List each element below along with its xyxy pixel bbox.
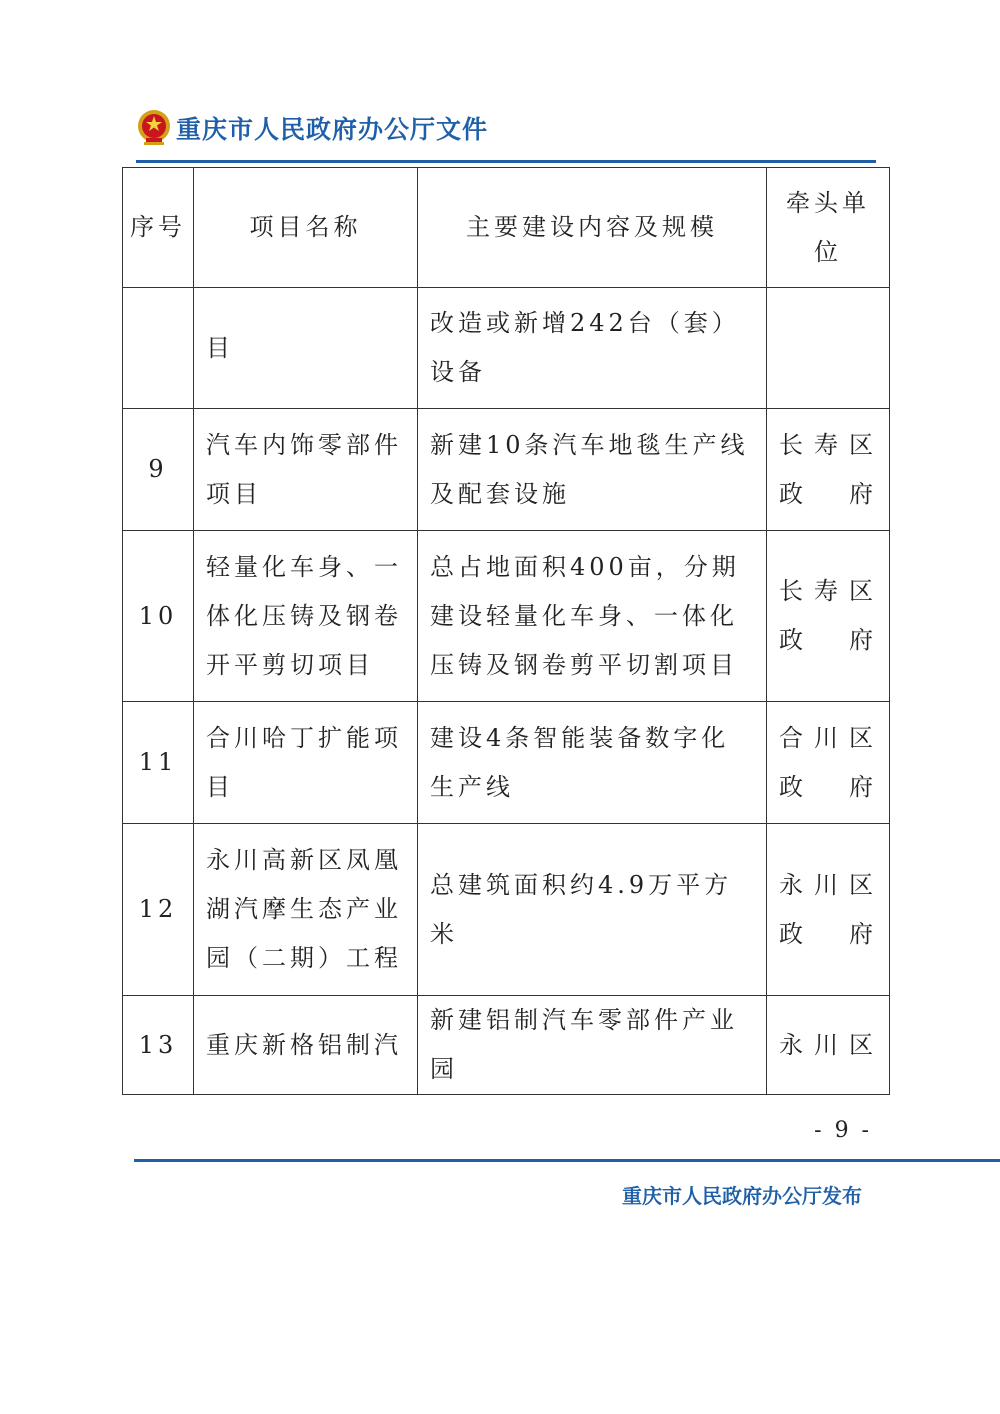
row-no: 11: [123, 702, 194, 824]
table-header-row: [123, 168, 890, 288]
row-unit: 长寿区政府: [767, 409, 890, 531]
row-no: 10: [123, 531, 194, 702]
header-no: 序号: [123, 168, 194, 288]
header-title: 重庆市人民政府办公厅文件: [176, 115, 489, 144]
row-no: 9: [123, 409, 194, 531]
row-name: 重庆新格铝制汽: [194, 996, 418, 1095]
row-no: 13: [123, 996, 194, 1095]
row-unit: [767, 288, 890, 409]
header-unit: 牵头单位: [767, 168, 890, 288]
table-row: [123, 531, 890, 702]
header-divider: [136, 160, 876, 163]
row-unit: 长寿区政府: [767, 531, 890, 702]
project-table: [122, 167, 890, 1095]
row-name: 合川哈丁扩能项目: [194, 702, 418, 824]
row-name: 轻量化车身、一体化压铸及钢卷开平剪切项目: [194, 531, 418, 702]
row-no: 12: [123, 824, 194, 996]
table-row: [123, 996, 890, 1095]
row-unit: 合川区政府: [767, 702, 890, 824]
footer-divider: [134, 1159, 1000, 1162]
page-number: - 9 -: [814, 1118, 872, 1143]
row-unit: 永川区: [767, 996, 890, 1095]
row-name: 目: [194, 288, 418, 409]
table-row: [123, 702, 890, 824]
national-emblem-icon: [136, 108, 172, 148]
row-content: 新建铝制汽车零部件产业园: [418, 996, 767, 1095]
document-header: [136, 108, 488, 148]
row-no: [123, 288, 194, 409]
row-content: 新建10条汽车地毯生产线及配套设施: [418, 409, 767, 531]
table-row: [123, 824, 890, 996]
row-name: 永川高新区凤凰湖汽摩生态产业园（二期）工程: [194, 824, 418, 996]
table-row: [123, 409, 890, 531]
row-content: 改造或新增242台（套）设备: [418, 288, 767, 409]
row-content: 总建筑面积约4.9万平方米: [418, 824, 767, 996]
table-row: [123, 288, 890, 409]
row-content: 建设4条智能装备数字化生产线: [418, 702, 767, 824]
row-name: 汽车内饰零部件项目: [194, 409, 418, 531]
row-content: 总占地面积400亩，分期建设轻量化车身、一体化压铸及钢卷剪平切割项目: [418, 531, 767, 702]
header-name: 项目名称: [194, 168, 418, 288]
row-unit: 永川区政府: [767, 824, 890, 996]
footer-publisher: 重庆市人民政府办公厅发布: [622, 1184, 862, 1208]
header-content: 主要建设内容及规模: [418, 168, 767, 288]
